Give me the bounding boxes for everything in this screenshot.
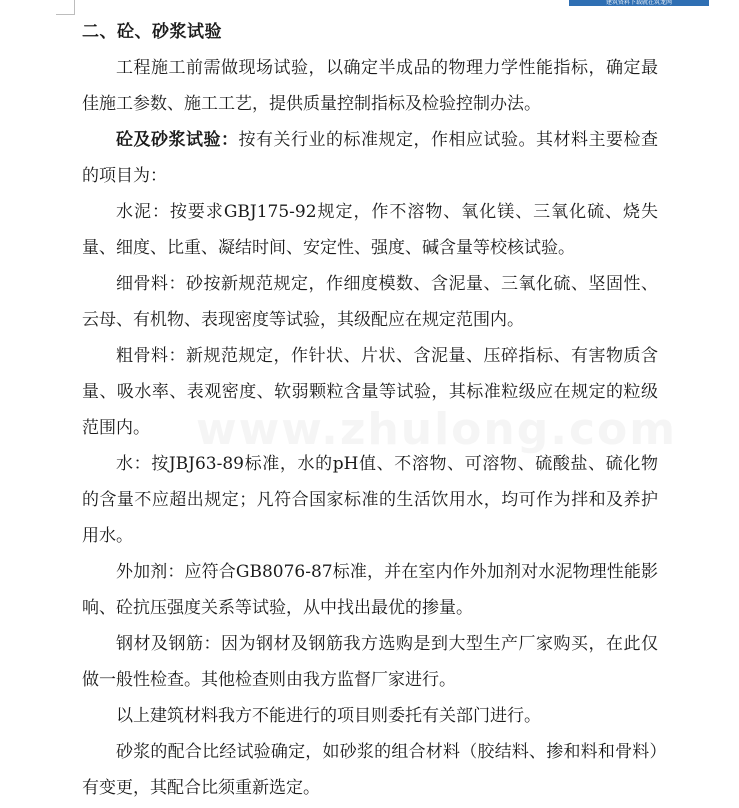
paragraph-coarse-aggregate xyxy=(82,338,658,446)
paragraph-text: 工程施工前需做现场试验，以确定半成品的物理力学性能指标，确定最佳施工参数、施工工艺，提供质量控制指标及检验控制办法。 xyxy=(82,58,658,114)
watermark: www.zhulong.com xyxy=(196,404,678,455)
paragraph-cement xyxy=(82,194,658,266)
paragraph-text: 细骨料：砂按新规范规定，作细度模数、含泥量、三氧化硫、坚固性、云母、有机物、表现密度等试验，其级配应在规定范围内。 xyxy=(82,274,658,330)
paragraph-text: 水：按JBJ63-89标准，水的pH值、不溶物、可溶物、硫酸盐、硫化物的含量不应超出规定；凡符合国家标准的生活饮用水，均可作为拌和及养护用水。 xyxy=(82,454,658,546)
paragraph-text: 以上建筑材料我方不能进行的项目则委托有关部门进行。 xyxy=(116,706,541,726)
paragraph-text: 外加剂：应符合GB8076-87标准，并在室内作外加剂对水泥物理性能影响、砼抗压强度关系等试验，从中找出最优的掺量。 xyxy=(82,562,658,618)
paragraph-concrete-mortar-test xyxy=(82,122,658,194)
paragraph-text: 水泥：按要求GBJ175-92规定，作不溶物、氧化镁、三氧化硫、烧失量、细度、比重、凝结时间、安定性、强度、碱含量等校核试验。 xyxy=(82,202,658,258)
paragraph-intro xyxy=(82,50,658,122)
paragraph-mortar-mix xyxy=(82,734,658,806)
page-margin-mark xyxy=(56,0,75,15)
paragraph-text: 粗骨料：新规范规定，作针状、片状、含泥量、压碎指标、有害物质含量、吸水率、表观密度、软弱颗粒含量等试验，其标准粒级应在规定的粒级范围内。 xyxy=(82,346,658,438)
paragraph-fine-aggregate xyxy=(82,266,658,338)
paragraph-text: 按有关行业的标准规定，作相应试验。其材料主要检查的项目为： xyxy=(82,130,658,186)
paragraph-lead: 砼及砂浆试验： xyxy=(116,130,239,150)
top-banner: 建筑资料下载就在筑龙网 xyxy=(569,0,709,6)
paragraph-steel xyxy=(82,626,658,698)
paragraph-outsourced xyxy=(82,698,658,734)
paragraph-admixture xyxy=(82,554,658,626)
paragraph-text: 钢材及钢筋：因为钢材及钢筋我方选购是到大型生产厂家购买，在此仅做一般性检查。其他检查则由我方监督厂家进行。 xyxy=(82,634,658,690)
document-page xyxy=(82,14,658,806)
section-heading: 二、砼、砂浆试验 xyxy=(82,22,222,42)
paragraph-water xyxy=(82,446,658,554)
paragraph-text: 砂浆的配合比经试验确定，如砂浆的组合材料（胶结料、掺和料和骨料）有变更，其配合比须重新选定。 xyxy=(82,742,658,798)
